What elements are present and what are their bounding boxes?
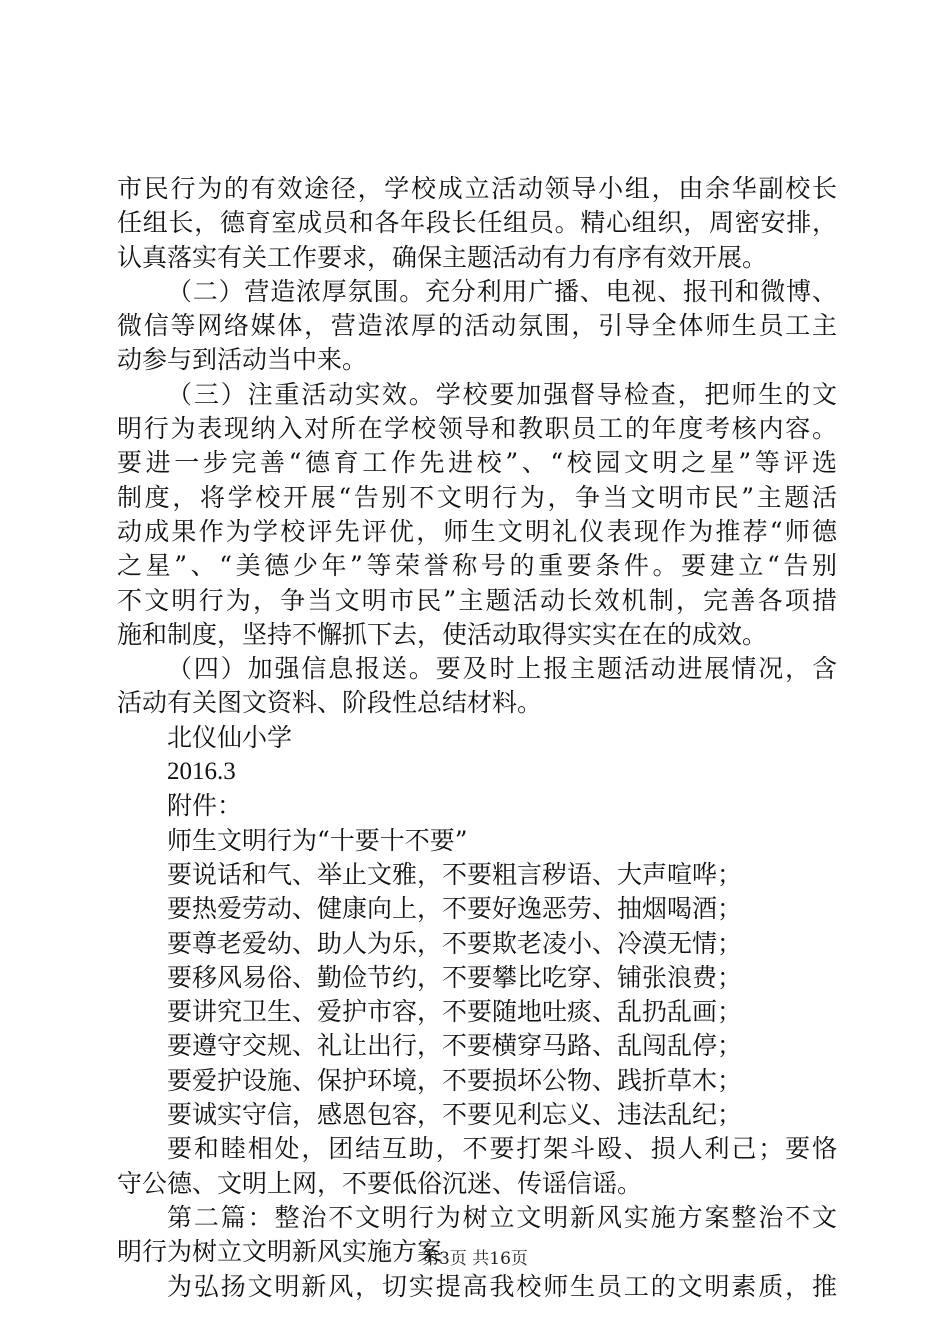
list-item: 要遵守交规、礼让出行，不要横穿马路、乱闯乱停； (167, 1031, 743, 1061)
text-line: 制度，将学校开展“告别不文明行为，争当文明市民”主题活 (117, 482, 837, 512)
list-item: 要热爱劳动、健康向上，不要好逸恶劳、抽烟喝酒； (167, 894, 743, 924)
text-line: 活动有关图文资料、阶段性总结材料。 (117, 688, 543, 718)
list-item: 要和睦相处，团结互助，不要打架斗殴、损人利己；要恪 (167, 1134, 837, 1164)
text-line: （三）注重活动实效。学校要加强督导检查，把师生的文 (167, 379, 837, 409)
text-line: 市民行为的有效途径，学校成立活动领导小组，由余华副校长 (117, 174, 837, 203)
text-line: （四）加强信息报送。要及时上报主题活动进展情况，含 (167, 654, 837, 684)
text-line: 动成果作为学校评先评优，师生文明礼仪表现作为推荐“师德 (117, 516, 837, 546)
list-item: 要诚实守信，感恩包容，不要见利忘义、违法乱纪； (167, 1100, 743, 1130)
page-footer: 第3页 共16页 (422, 1249, 528, 1269)
text-line: 不文明行为，争当文明市民”主题活动长效机制，完善各项措 (117, 585, 837, 615)
text-line: 要进一步完善“德育工作先进校”、“校园文明之星”等评选 (117, 448, 837, 478)
text-line: 明行为表现纳入对所在学校领导和教职员工的年度考核内容。 (117, 414, 837, 444)
text-line: 微信等网络媒体，营造浓厚的活动氛围，引导全体师生员工主 (117, 311, 837, 341)
attachment-label: 附件： (167, 791, 243, 821)
school-name: 北仪仙小学 (167, 722, 293, 752)
text-line: （二）营造浓厚氛围。充分利用广播、电视、报刊和微博、 (167, 276, 837, 306)
text-line: 之星”、“美德少年”等荣誉称号的重要条件。要建立“告别 (117, 551, 837, 581)
section-heading: 明行为树立文明新风实施方案 (117, 1237, 443, 1267)
text-line: 动参与到活动当中来。 (117, 345, 368, 375)
list-item: 守公德、文明上网，不要低俗沉迷、传谣信谣。 (117, 1168, 643, 1198)
text-line: 认真落实有关工作要求，确保主题活动有力有序有效开展。 (117, 242, 768, 272)
text-line: 施和制度，坚持不懈抓下去，使活动取得实实在在的成效。 (117, 619, 768, 649)
list-item: 要尊老爱幼、助人为乐，不要欺老凌小、冷漠无情； (167, 928, 743, 958)
section-heading: 第二篇：整治不文明行为树立文明新风实施方案整治不文 (167, 1202, 837, 1232)
body-text (117, 172, 837, 1304)
list-item: 要爱护设施、保护环境，不要损坏公物、践折草木； (167, 1065, 743, 1095)
list-item: 要移风易俗、勤俭节约，不要攀比吃穿、铺张浪费； (167, 962, 743, 992)
text-line: 任组长，德育室成员和各年段长任组员。精心组织，周密安排， (117, 208, 837, 238)
list-item: 要说话和气、举止文雅，不要粗言秽语、大声喧哗； (167, 859, 743, 889)
date: 2016.3 (167, 758, 236, 786)
list-item: 要讲究卫生、爱护市容，不要随地吐痰、乱扔乱画； (167, 997, 743, 1027)
text-line: 为弘扬文明新风，切实提高我校师生员工的文明素质，推 (167, 1271, 837, 1301)
attachment-title: 师生文明行为“十要十不要” (167, 825, 468, 855)
